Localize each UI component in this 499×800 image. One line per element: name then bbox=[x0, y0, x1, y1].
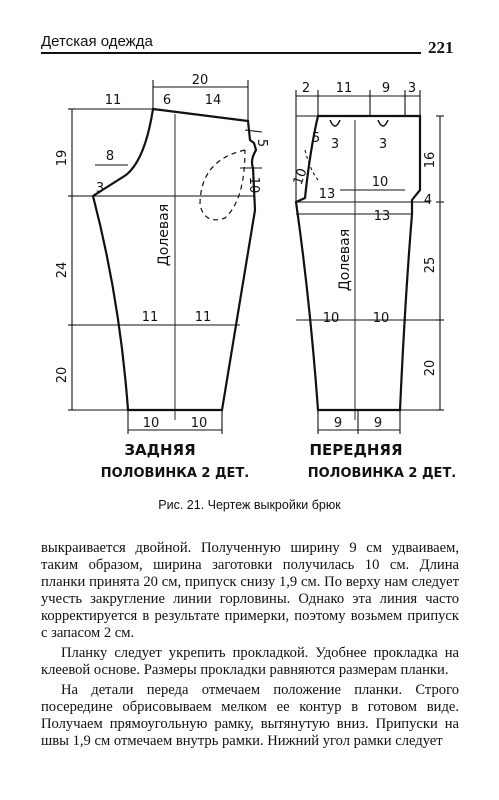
back-dim-hem-left: 10 bbox=[142, 416, 160, 431]
front-dim-hip2: 13 bbox=[373, 209, 391, 224]
back-dim-dart: 5 bbox=[254, 138, 269, 148]
page-number: 221 bbox=[428, 38, 454, 57]
back-dim-knee-left: 11 bbox=[141, 310, 159, 325]
front-pleat-1 bbox=[330, 120, 340, 126]
back-dim-pocket: 10 bbox=[246, 176, 261, 194]
front-dim-hem-left: 9 bbox=[333, 416, 343, 431]
front-dim-right-low: 20 bbox=[423, 359, 438, 377]
back-label-2: ПОЛОВИНКА 2 ДЕТ. bbox=[100, 466, 250, 481]
front-dim-hem-right: 9 bbox=[373, 416, 383, 431]
body-text bbox=[41, 540, 459, 753]
running-header: Детская одежда bbox=[41, 33, 153, 50]
back-dim-top-left: 11 bbox=[104, 93, 122, 108]
front-label-2: ПОЛОВИНКА 2 ДЕТ. bbox=[307, 466, 457, 481]
front-dim-pleat1: 3 bbox=[330, 137, 340, 152]
figure-caption: Рис. 21. Чертеж выкройки брюк bbox=[158, 498, 341, 512]
back-dim-top-total: 20 bbox=[191, 73, 209, 88]
front-dim-hip1: 13 bbox=[318, 187, 336, 202]
back-grain-label: Долевая bbox=[156, 203, 172, 267]
front-grain-label: Долевая bbox=[337, 228, 353, 292]
paragraph: На детали переда отмечаем положение планки. Строго посередине обрисовываем мелком ее контур в готовом виде. Получаем прямоугольную рамку, вытянутую вниз. Припуски на швы 1,9 см отмечаем внутрь рамки. Нижний угол рамки следует bbox=[41, 682, 459, 749]
pattern-drawing bbox=[0, 60, 499, 490]
front-dim-b: 11 bbox=[335, 81, 353, 96]
back-dim-seat: 8 bbox=[105, 149, 115, 164]
front-dim-right-top: 16 bbox=[423, 151, 438, 169]
back-pocket-dashed bbox=[200, 150, 245, 220]
front-dim-knee-right: 10 bbox=[372, 311, 390, 326]
front-dim-fly10: 10 bbox=[290, 166, 311, 188]
back-dim-top-right: 14 bbox=[204, 93, 222, 108]
front-dim-right-leg: 25 bbox=[423, 256, 438, 274]
front-dim-a: 2 bbox=[301, 81, 311, 96]
back-dim-top-mid: 6 bbox=[162, 93, 172, 108]
front-label-1: ПЕРЕДНЯЯ bbox=[309, 441, 403, 459]
back-dim-knee-right: 11 bbox=[194, 310, 212, 325]
front-dim-fly5: 5 bbox=[311, 131, 321, 146]
front-pleat-2 bbox=[378, 120, 388, 126]
back-dim-hip: 19 bbox=[55, 149, 70, 167]
front-dim-d: 3 bbox=[407, 81, 417, 96]
front-half-outline bbox=[296, 116, 420, 410]
front-dim-crotch: 4 bbox=[423, 193, 433, 208]
back-dim-leg: 24 bbox=[55, 261, 70, 279]
back-dim-hem-right: 10 bbox=[190, 416, 208, 431]
front-dim-pocket: 10 bbox=[371, 175, 389, 190]
header-rule bbox=[41, 52, 421, 54]
back-dim-crotch: 3 bbox=[95, 181, 105, 196]
back-dim-low: 20 bbox=[55, 366, 70, 384]
front-dim-knee-left: 10 bbox=[322, 311, 340, 326]
front-dim-c: 9 bbox=[381, 81, 391, 96]
back-label-1: ЗАДНЯЯ bbox=[124, 441, 196, 459]
front-dim-pleat2: 3 bbox=[378, 137, 388, 152]
paragraph: Планку следует укрепить прокладкой. Удобнее прокладка на клеевой основе. Размеры прокладки равняются размерам планки. bbox=[41, 645, 459, 678]
paragraph: выкраивается двойной. Полученную ширину 9 см удваиваем, таким образом, ширина заготовки получилась 10 см. Длина планки принята 20 см, припуск снизу 1,9 см. По верху нам следует учесть закругление линии горловины. Однако эта линия часто корректируется в результате примерки, поэтому возьмем припуск с запасом 2 см. bbox=[41, 540, 459, 641]
